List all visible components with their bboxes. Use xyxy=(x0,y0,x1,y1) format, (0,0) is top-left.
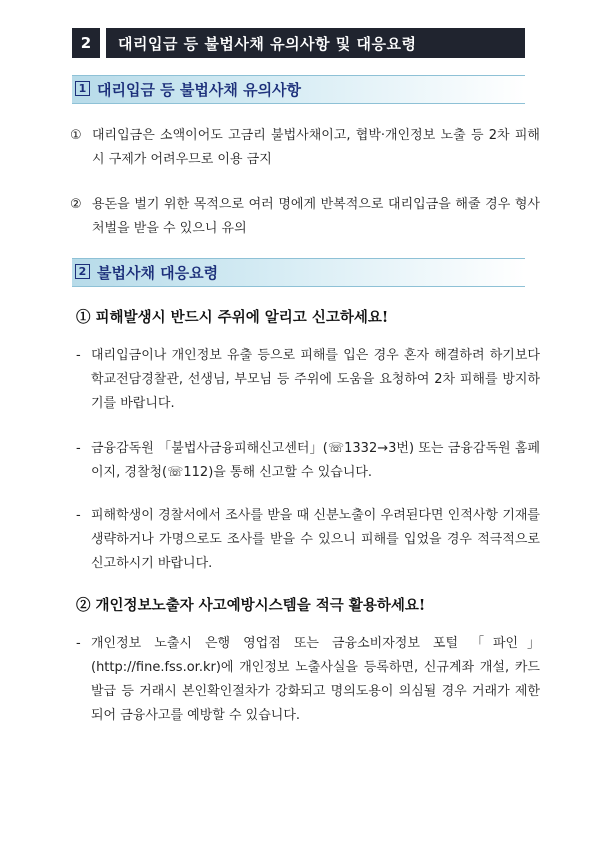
dash-marker: - xyxy=(76,348,81,363)
section-1-number: 1 xyxy=(75,81,90,96)
response-text-4: 개인정보 노출시 은행 영업점 또는 금융소비자정보 포털 「파인」(http://fine.fss.or.kr)에 개인정보 노출사실을 등록하면, 신규계좌 개설, 카드발급 등 거래시 본인확인절차가 강화되고 명의도용이 의심될 경우 거래가 제한되어 금융사고를 예방할 수 있습니다. xyxy=(91,636,540,723)
response-item-3 xyxy=(76,504,540,576)
response-text-2: 금융감독원 「불법사금융피해신고센터」(☏1332→3번) 또는 금융감독원 홈페이지, 경찰청(☏112)을 통해 신고할 수 있습니다. xyxy=(91,441,540,480)
dash-marker: - xyxy=(76,636,81,651)
dash-marker: - xyxy=(76,441,81,456)
caution-item-1 xyxy=(70,124,540,172)
section-1-title: 대리입금 등 불법사채 유의사항 xyxy=(97,81,302,99)
caution-item-2 xyxy=(70,193,540,241)
subheading-prevention: ② 개인정보노출자 사고예방시스템을 적극 활용하세요! xyxy=(76,597,426,614)
title-bar xyxy=(72,28,525,58)
item-marker: ① xyxy=(70,128,82,143)
page-title: 대리입금 등 불법사채 유의사항 및 대응요령 xyxy=(106,28,525,58)
dash-marker: - xyxy=(76,508,81,523)
section-2-heading xyxy=(72,258,525,287)
section-2-number: 2 xyxy=(75,264,90,279)
caution-text-2: 용돈을 벌기 위한 목적으로 여러 명에게 반복적으로 대리입금을 해줄 경우 형사처벌을 받을 수 있으니 유의 xyxy=(92,197,540,236)
title-number: 2 xyxy=(72,28,100,58)
subheading-report: ① 피해발생시 반드시 주위에 알리고 신고하세요! xyxy=(76,309,389,326)
response-item-1 xyxy=(76,344,540,416)
response-item-2 xyxy=(76,437,540,485)
response-item-4 xyxy=(76,632,540,728)
response-text-1: 대리입금이나 개인정보 유출 등으로 피해를 입은 경우 혼자 해결하려 하기보다 학교전담경찰관, 선생님, 부모님 등 주위에 도움을 요청하여 2차 피해를 방지하기를 바랍니다. xyxy=(91,348,540,411)
section-2-title: 불법사채 대응요령 xyxy=(97,264,219,282)
response-text-3: 피해학생이 경찰서에서 조사를 받을 때 신분노출이 우려된다면 인적사항 기재를 생략하거나 가명으로도 조사를 받을 수 있으니 피해를 입었을 경우 적극적으로 신고하시기 바랍니다. xyxy=(91,508,540,571)
section-1-heading xyxy=(72,75,525,104)
item-marker: ② xyxy=(70,197,82,212)
caution-text-1: 대리입금은 소액이어도 고금리 불법사채이고, 협박·개인정보 노출 등 2차 피해시 구제가 어려우므로 이용 금지 xyxy=(92,128,540,167)
